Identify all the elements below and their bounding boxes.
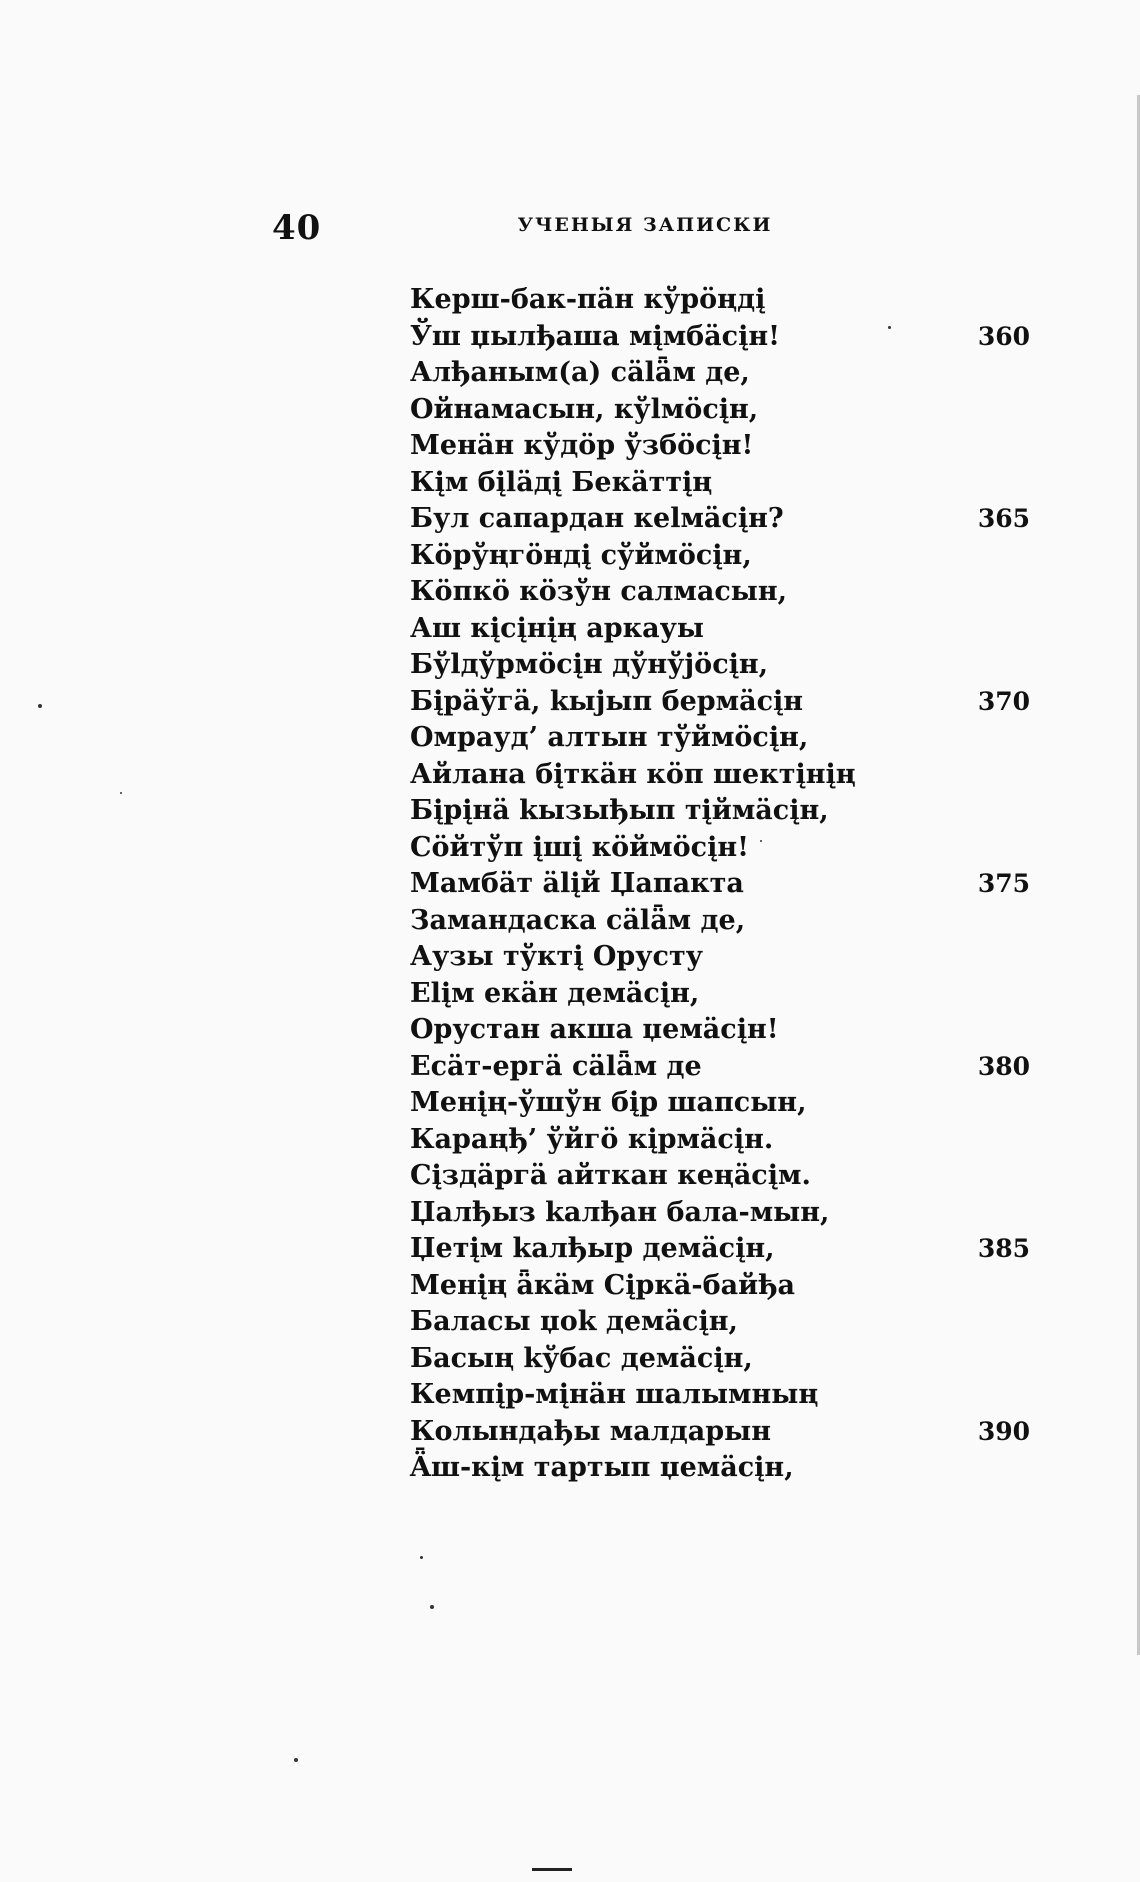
line-number: 365 — [977, 504, 1030, 533]
verse-line — [410, 720, 1030, 757]
verse-line — [410, 1012, 1030, 1049]
verse-text: Менįң-ўшўн бįр шапсын, — [410, 1087, 807, 1118]
verse-line — [410, 976, 1030, 1013]
verse-text: Џетįм kалђыр демäсįн, — [410, 1233, 775, 1264]
verse-text: Аузы тўктį Орусту — [410, 941, 704, 972]
verse-text: Есäт-ергä сälǟм де — [410, 1050, 702, 1082]
verse-line — [410, 1304, 1030, 1341]
verse-text: Колындађы малдарын — [410, 1415, 771, 1447]
verse-text: Ўш џылђаша мįмбäсįн! — [410, 320, 780, 352]
verse-line — [410, 501, 1030, 538]
verse-line — [410, 319, 1030, 356]
verse-line — [410, 1122, 1030, 1159]
verse-line — [410, 355, 1030, 392]
verse-text: Аш кįсįнįң аркауы — [410, 612, 704, 644]
ink-speck — [294, 1758, 298, 1762]
verse-text: Алђаным(а) сälǟм де, — [410, 357, 750, 388]
verse-text: Сįздäргä айткан кеңäсįм. — [410, 1160, 811, 1191]
verse-line — [410, 684, 1030, 721]
verse-text: Ойнамасын, кўlмöсįн, — [410, 393, 759, 425]
running-head: УЧЕНЫЯ ЗАПИСКИ — [517, 214, 773, 236]
ink-speck — [120, 792, 122, 794]
verse-line — [410, 830, 1030, 867]
verse-text: Айлана бįткäн кöп шектįнįң — [410, 758, 856, 790]
verse-line — [410, 1085, 1030, 1122]
verse-text: Орустан акша џемäсįн! — [410, 1014, 779, 1045]
verse-line — [410, 757, 1030, 794]
verse-line — [410, 939, 1030, 976]
verse-line — [410, 428, 1030, 465]
verse-line — [410, 1158, 1030, 1195]
ink-speck — [888, 326, 891, 329]
verse-line — [410, 465, 1030, 502]
verse-text: Бўlдўрмöсįн дўнўјöсįн, — [410, 649, 769, 680]
verse-text: Мамбäт älįй Џапакта — [410, 868, 744, 899]
line-number: 360 — [977, 321, 1030, 351]
verse-text: Омрауд’ алтын тўймöсįн, — [410, 722, 809, 753]
verse-text: Еlįм екäн демäсįн, — [410, 977, 700, 1009]
verse-text: Кöрўңгöндį сўймöсįн, — [410, 539, 752, 571]
poem-verse-block — [410, 282, 1030, 1487]
page-number: 40 — [272, 208, 322, 248]
verse-text: Кемпįр-мįнäн шалымның — [410, 1379, 819, 1410]
line-number: 370 — [977, 686, 1030, 716]
verse-line — [410, 1049, 1030, 1086]
verse-line — [410, 1341, 1030, 1378]
ink-speck — [430, 1605, 434, 1609]
verse-line — [410, 866, 1030, 903]
verse-text: Ǟш-кįм тартып џемäсįн, — [410, 1452, 794, 1483]
verse-line — [410, 1268, 1030, 1305]
verse-text: Сöйтўп įшį кöймöсįн! — [410, 831, 749, 863]
verse-line — [410, 1450, 1030, 1487]
verse-line — [410, 1195, 1030, 1232]
verse-text: Менįң ǟкäм Сįркä-байђа — [410, 1269, 796, 1301]
verse-text: Џалђыз kалђан бала-мын, — [410, 1196, 830, 1228]
verse-line — [410, 392, 1030, 429]
verse-text: Кįм бįläдį Бекäттįң — [410, 466, 713, 498]
verse-line — [410, 574, 1030, 611]
verse-line — [410, 282, 1030, 319]
verse-text: Баласы џоk демäсįн, — [410, 1306, 738, 1337]
verse-line — [410, 793, 1030, 830]
verse-text: Бул сапардан кеlмäсįн? — [410, 503, 784, 534]
verse-text: Керш-бак-пäн кўрöңдį — [410, 284, 766, 315]
verse-line — [410, 903, 1030, 940]
ink-speck — [38, 704, 42, 708]
verse-line — [410, 647, 1030, 684]
verse-text: Бįрįнä kызыђып тįймäсįн, — [410, 795, 829, 826]
verse-text: Замандаска сälǟм де, — [410, 904, 746, 936]
verse-text: Бįрäўгä, kыјып бермäсįн — [410, 685, 804, 717]
verse-text: Караңђ’ ўйгö кįрмäсįн. — [410, 1123, 774, 1155]
line-number: 375 — [977, 869, 1030, 898]
verse-text: Менäн кўдöр ўзбöсįн! — [410, 430, 754, 461]
verse-line — [410, 1414, 1030, 1451]
verse-line — [410, 611, 1030, 648]
line-number: 385 — [977, 1234, 1030, 1263]
verse-line — [410, 1377, 1030, 1414]
bottom-dash — [532, 1868, 572, 1871]
verse-text: Басың kўбас демäсįн, — [410, 1342, 753, 1374]
ink-speck — [760, 840, 762, 842]
line-number: 390 — [977, 1416, 1030, 1446]
ink-speck — [420, 1556, 423, 1559]
verse-line — [410, 538, 1030, 575]
verse-line — [410, 1231, 1030, 1268]
verse-text: Кöпкö кöзўн салмасын, — [410, 576, 788, 607]
line-number: 380 — [977, 1051, 1030, 1081]
